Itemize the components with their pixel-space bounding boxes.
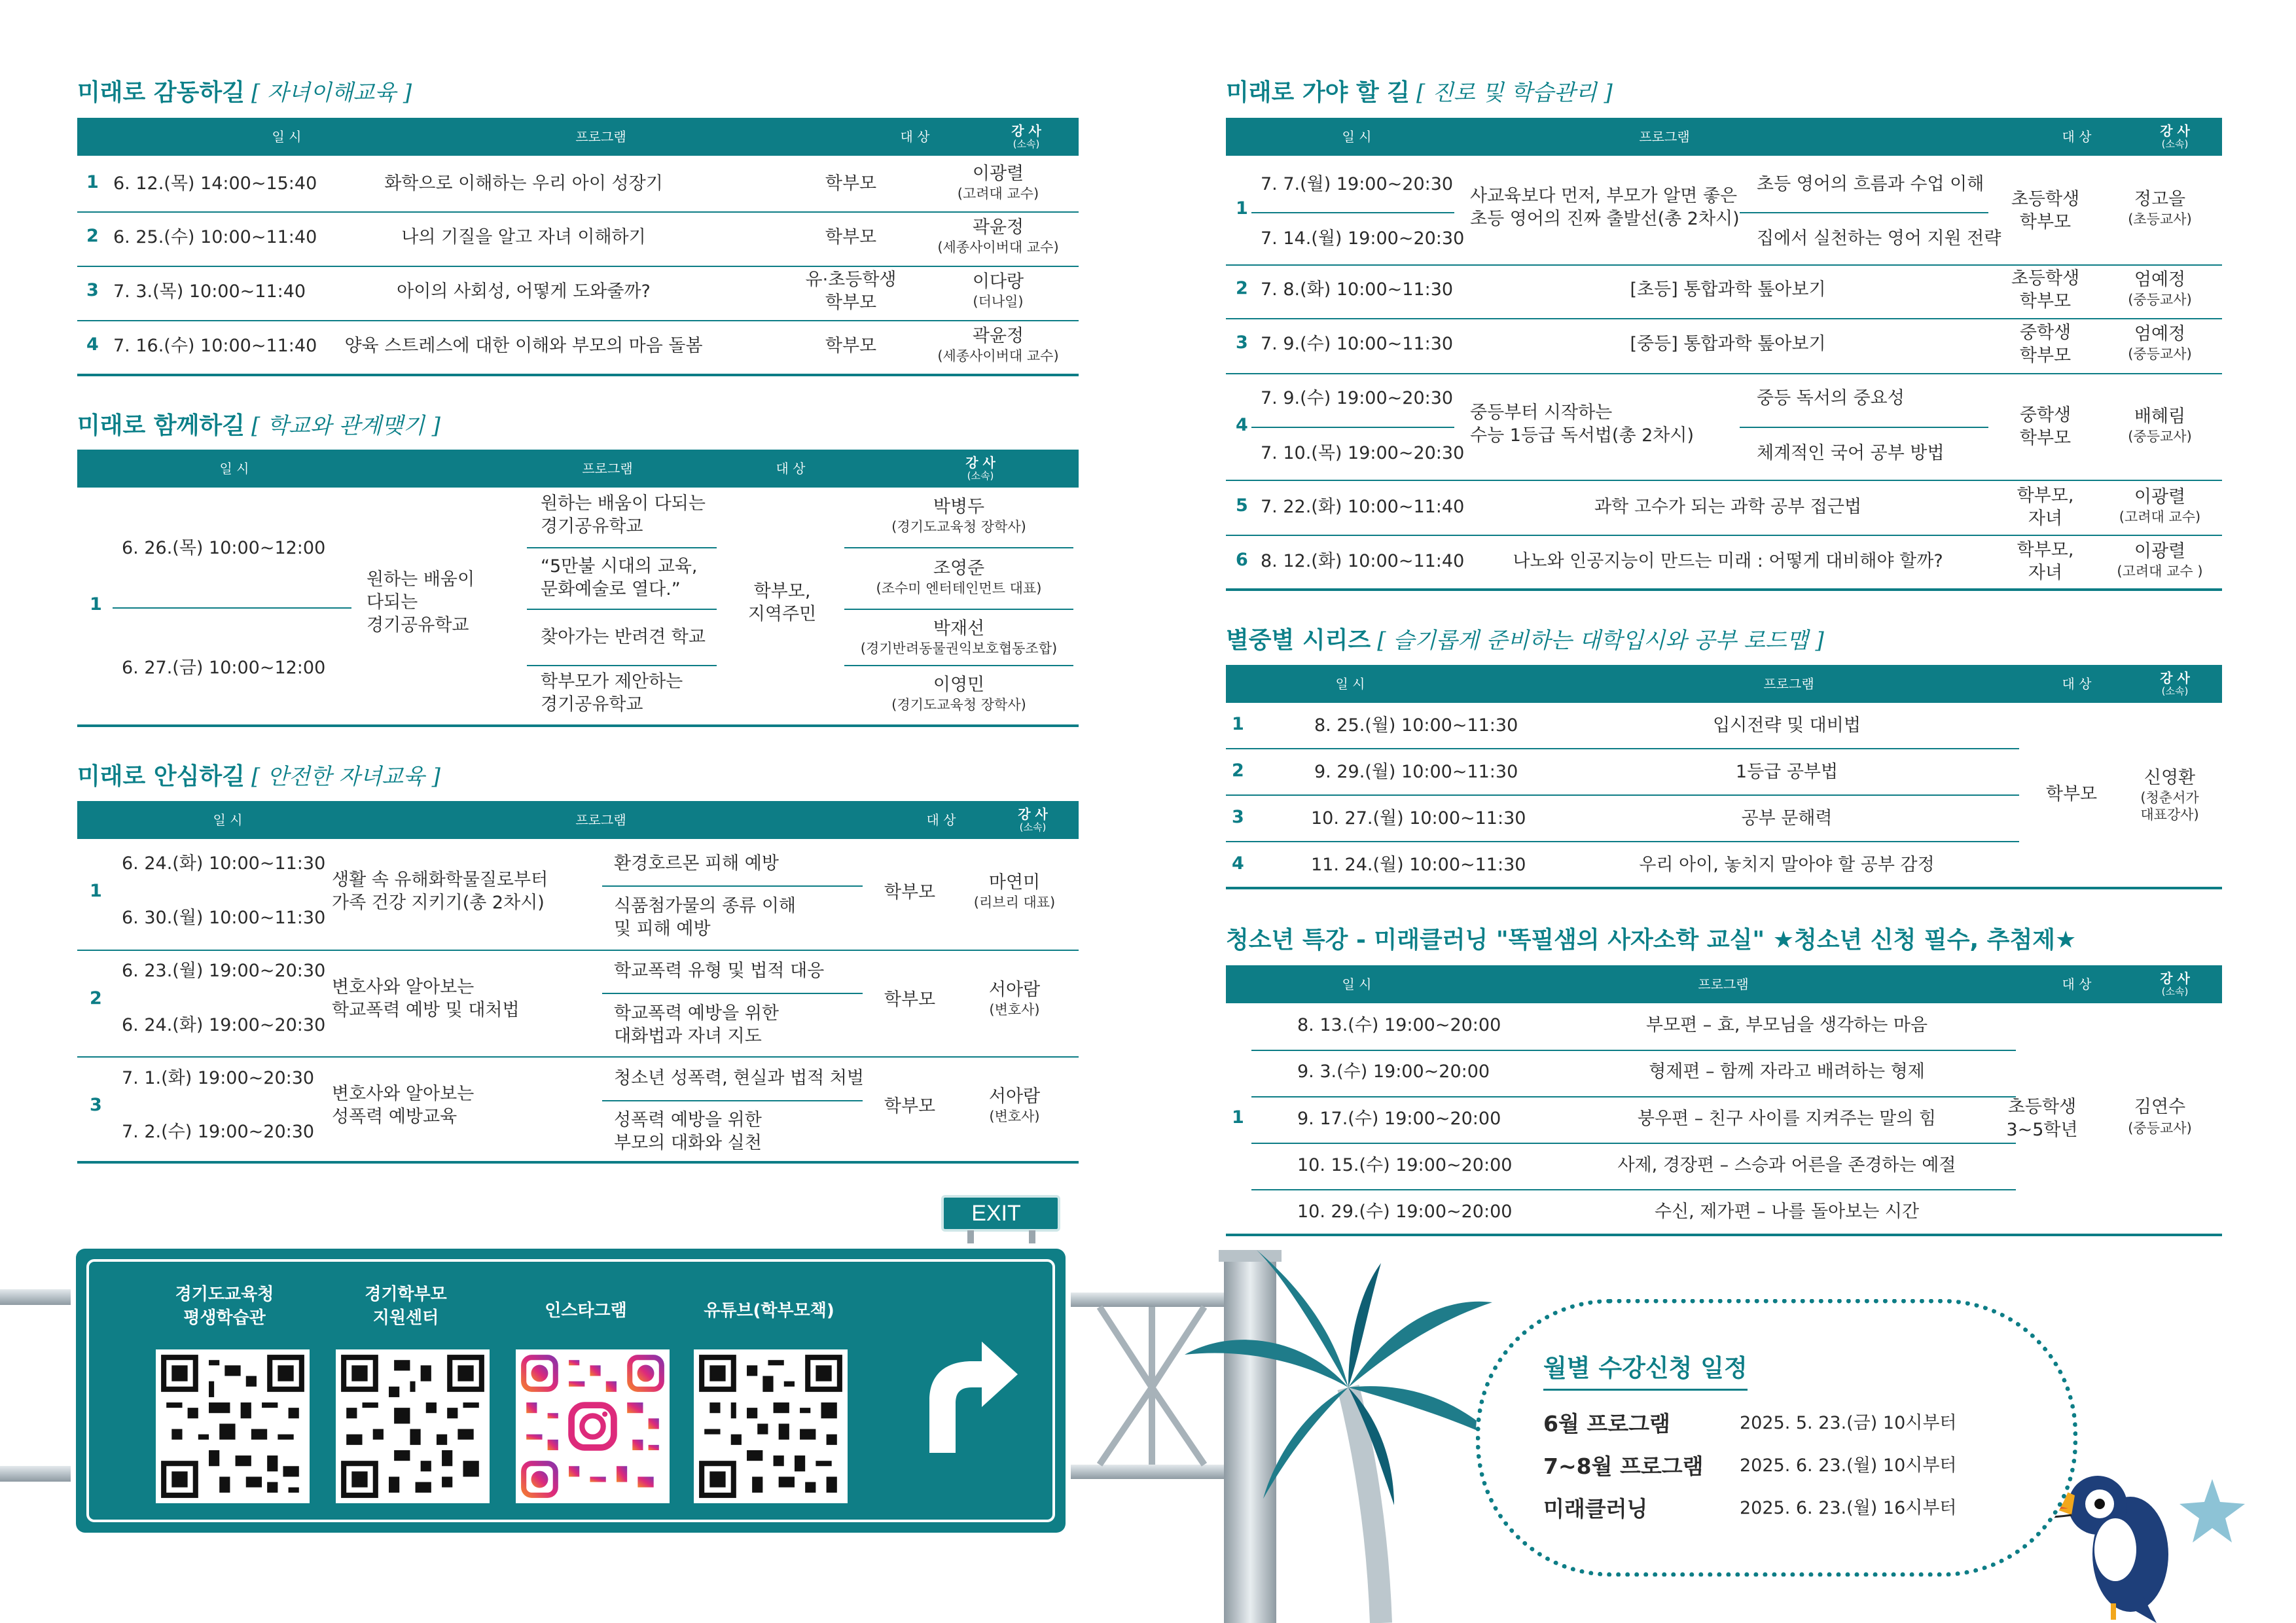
sign-label: 인스타그램 xyxy=(545,1301,627,1321)
turn-right-arrow-icon xyxy=(910,1322,1028,1459)
schedule-title: 월별 수강신청 일정 xyxy=(1543,1348,1748,1391)
section-title-6: 청소년 특강 - 미래클러닝 "똑필샘의 사자소학 교실" ★청소년 신청 필수, 추첨제★ xyxy=(1226,927,2077,954)
row-number: 1 xyxy=(1232,1107,1244,1128)
table-header: 일 시 프로그램 대 상 강 사 (소속) xyxy=(1226,665,2222,703)
sign-label: 경기도교육청 평생학습관 xyxy=(175,1285,274,1329)
sign-item-parents-center[interactable] xyxy=(331,1283,481,1330)
sign-item-youtube[interactable] xyxy=(691,1299,848,1323)
qr-code-icon[interactable] xyxy=(336,1349,490,1503)
target-cell: 학부모 xyxy=(2045,784,2098,804)
target-cell: 초등학생 xyxy=(2007,1097,2077,1117)
section-title-5: 별중별 시리즈 [ 슬기롭게 준비하는 대학입시와 공부 로드맵 ] xyxy=(1226,627,1824,654)
section-title-1: 미래로 감동하길 [ 자녀이해교육 ] xyxy=(77,79,412,106)
sign-item-instagram[interactable] xyxy=(511,1299,661,1323)
section-title-4: 미래로 가야 할 길 [ 진로 및 학습관리 ] xyxy=(1226,79,1613,106)
section-title-2: 미래로 함께하길 [ 학교와 관계맺기 ] xyxy=(77,412,440,439)
table-header: 일 시 프로그램 대 상 강 사 (소속) xyxy=(77,801,1079,839)
table-header: 일 시 프로그램 대 상 강 사 (소속) xyxy=(77,450,1079,488)
sign-label: 경기학부모 지원센터 xyxy=(365,1285,447,1329)
qr-code-icon[interactable] xyxy=(694,1349,848,1503)
lecturer-affiliation: (중등교사) xyxy=(2128,1120,2192,1136)
lecturer-affiliation: (청춘서가 xyxy=(2140,790,2199,806)
target-cell: 3~5학년 xyxy=(2006,1120,2078,1140)
sign-item-lifelong[interactable] xyxy=(149,1283,300,1330)
section-title-3: 미래로 안심하길 [ 안전한 자녀교육 ] xyxy=(77,763,440,790)
lecturer-cell: 김연수 xyxy=(2134,1097,2186,1117)
exit-label: EXIT xyxy=(971,1200,1021,1226)
lecturer-affiliation: 대표강사) xyxy=(2140,807,2199,823)
table-header: 일 시 프로그램 대 상 강 사 (소속) xyxy=(77,118,1079,156)
table-header: 일 시 프로그램 대 상 강 사 (소속) xyxy=(1226,965,2222,1003)
instagram-qr-icon[interactable] xyxy=(516,1349,670,1503)
table-header: 일 시 프로그램 대 상 강 사 (소속) xyxy=(1226,118,2222,156)
sign-label: 유튜브(학부모책) xyxy=(704,1301,834,1321)
lecturer-cell: 신영환 xyxy=(2144,768,2196,788)
qr-code-icon[interactable] xyxy=(156,1349,310,1503)
